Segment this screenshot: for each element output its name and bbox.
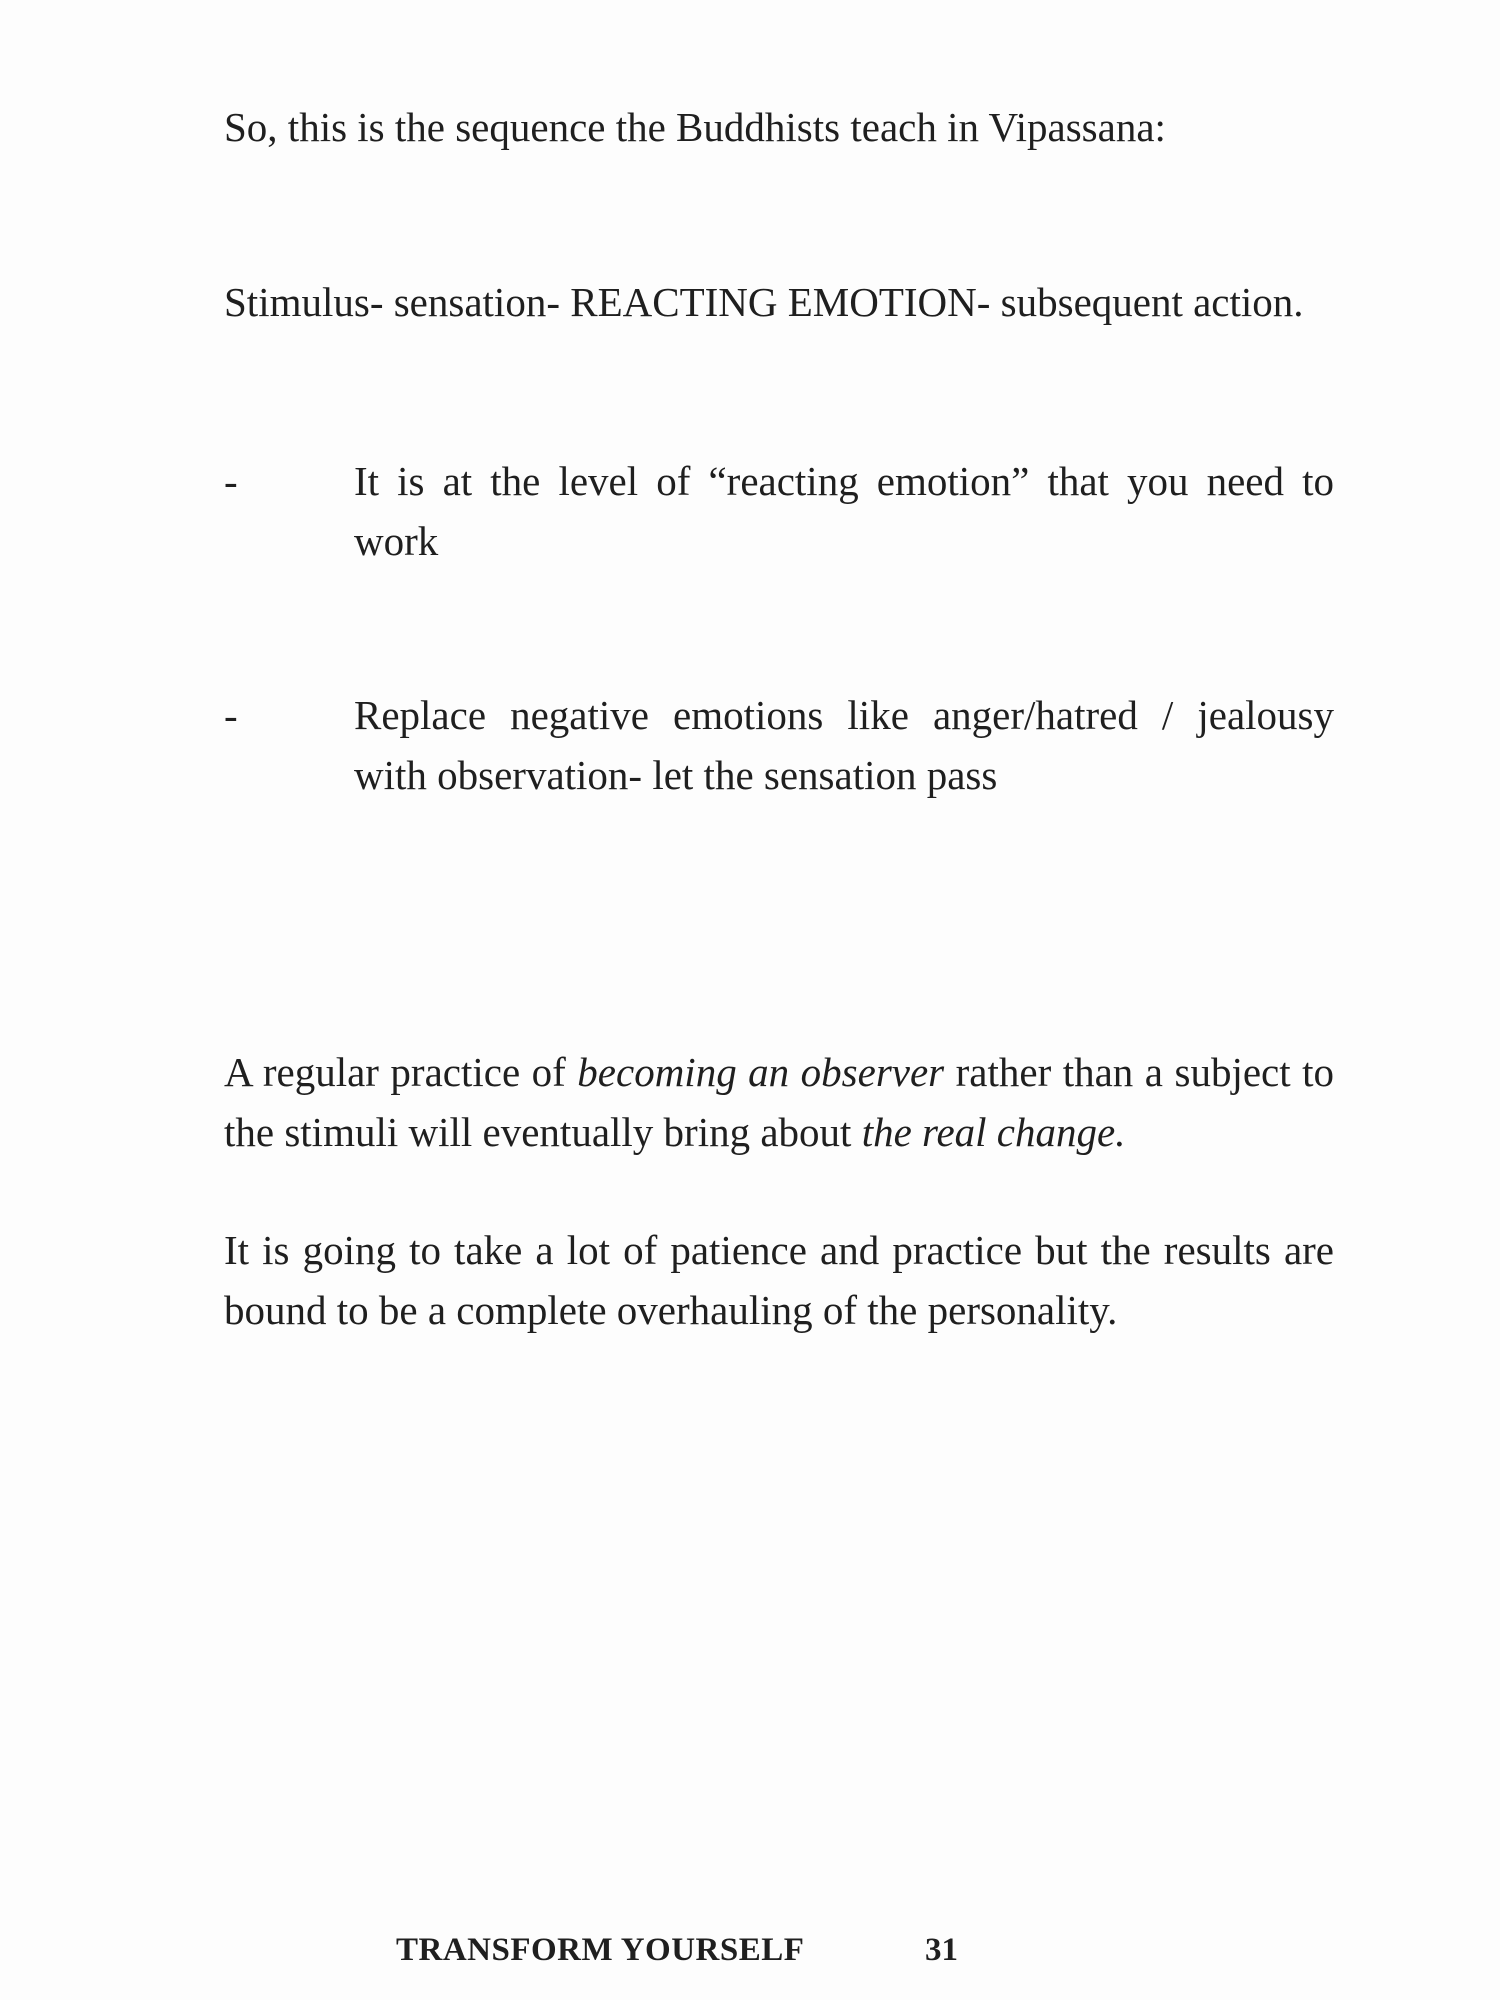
- sequence-paragraph: Stimulus- sensation- REACTING EMOTION- subsequent action.: [224, 279, 1304, 325]
- bullet-text: It is at the level of “reacting emotion” that you need to work: [354, 458, 1334, 564]
- intro-paragraph: So, this is the sequence the Buddhists teach in Vipassana:: [224, 104, 1166, 150]
- observer-emphasis-2: the real change.: [861, 1109, 1126, 1155]
- bullet-dash: -: [224, 692, 238, 738]
- page-number: 31: [925, 1932, 958, 1968]
- observer-text-part2: rather than a subject to the stimuli will eventually bring about: [224, 1049, 1335, 1155]
- observer-emphasis-1: becoming an observer: [577, 1049, 945, 1095]
- observer-text-part1: A regular practice of: [224, 1049, 578, 1095]
- observer-paragraph: [224, 1042, 1334, 1162]
- patience-paragraph: It is going to take a lot of patience and practice but the results are bound to be a complete overhauling of the personality.: [224, 1227, 1334, 1333]
- bullet-text: Replace negative emotions like anger/hatred / jealousy with observation- let the sensation pass: [354, 692, 1334, 798]
- footer-book-title: TRANSFORM YOURSELF: [396, 1932, 805, 1968]
- bullet-dash: -: [224, 458, 238, 504]
